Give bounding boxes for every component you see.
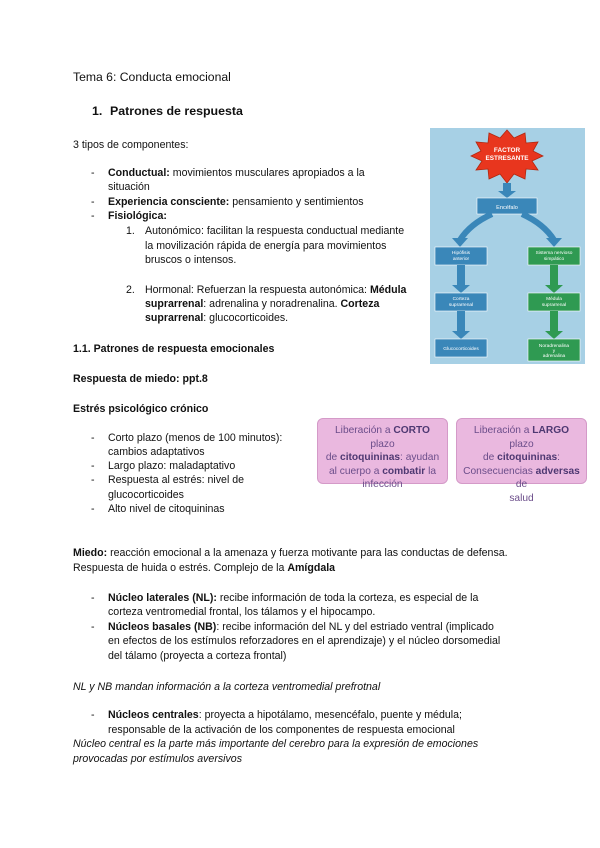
box-line: salud (509, 492, 534, 504)
box-text: de (515, 479, 528, 490)
left-box-label: Hipófisis (451, 251, 471, 256)
arrow-head (546, 238, 562, 247)
brain-label: Encéfalo (496, 205, 518, 211)
box-bold: adversas (535, 465, 580, 477)
note-nl-nb: NL y NB mandan información a la corteza ventromedial prefrotnal (73, 681, 381, 693)
box-line: infección (362, 479, 403, 490)
ordered-num: 2. (126, 284, 135, 296)
arrow-shaft (550, 311, 558, 333)
box-text: Liberación a (335, 425, 394, 436)
hormonal-bold: suprarrenal (145, 298, 204, 310)
arrow-head (452, 238, 468, 247)
arrow-head (545, 331, 563, 339)
box-text: al cuerpo a (328, 465, 383, 477)
arrow-head (452, 331, 470, 339)
hormonal-bold: suprarrenal (145, 312, 204, 324)
list-item (108, 591, 478, 606)
bullet-dash: - (91, 503, 95, 515)
bullet-dash: - (91, 709, 95, 721)
right-box-label: adrenalina (542, 354, 566, 359)
section-label: Patrones de respuesta (110, 104, 243, 118)
arrow-left-curve (460, 214, 492, 240)
short-term-cytokine-box (317, 418, 448, 490)
right-box-label: Sistema nervioso (535, 251, 573, 256)
hormonal-bold: Corteza (340, 298, 380, 310)
bullet-dash: - (91, 460, 95, 472)
list-item-cont: corteza ventromedial frontal, los tálamos y el hipocampo. (108, 606, 376, 618)
box-line (322, 451, 443, 465)
item-bold: Experiencia consciente: (108, 196, 230, 208)
fear-text: Respuesta de huida o estrés. Complejo de la (73, 562, 288, 574)
list-item: Alto nivel de citoquininas (108, 503, 225, 515)
item-text: : recibe información del NL y del estriado ventral (implicado (216, 621, 494, 633)
fear-definition-line-2 (73, 561, 335, 576)
section-heading-1 (92, 104, 243, 119)
autonomic-line-1: Autonómico: facilitan la respuesta conductual mediante (145, 225, 405, 237)
left-box-1 (435, 247, 487, 265)
right-box-label: simpático (543, 257, 565, 262)
item-bold: Fisiológica: (108, 210, 167, 222)
list-item-cont: glucocorticoides (108, 489, 184, 501)
item-bold: Conductual: (108, 167, 170, 179)
intro-text: 3 tipos de componentes: (73, 139, 189, 151)
bullet-dash: - (91, 474, 95, 486)
hormonal-line-1 (145, 283, 406, 298)
left-box-label: suprarrenal (448, 303, 474, 308)
stressor-label: ESTRESANTE (485, 155, 529, 162)
bullet-dash: - (91, 592, 95, 604)
bullet-dash: - (91, 621, 95, 633)
hormonal-text: : adrenalina y noradrenalina. (203, 298, 341, 310)
item-bold: Núcleo laterales (NL): (108, 592, 217, 604)
arrow-shaft (503, 183, 511, 192)
hormonal-bold: Médula (369, 284, 407, 296)
stress-response-diagram (430, 128, 585, 364)
autonomic-line-2: la movilización rápida de energía para movimientos (145, 240, 387, 252)
box-text: la (425, 465, 437, 477)
long-term-cytokine-box (456, 418, 587, 504)
list-item (108, 708, 462, 723)
fear-text: reacción emocional a la amenaza y fuerza motivante para las conductas de defensa. (107, 547, 508, 559)
diagram-svg (430, 128, 585, 364)
box-bold: citoquininas (497, 452, 558, 463)
hormonal-text: : glucocorticoides. (203, 312, 289, 324)
box-text: plazo (509, 438, 534, 450)
right-box-label: Médula (546, 297, 562, 302)
list-item-cont: responsable de la activación de los componentes de respuesta emocional (108, 724, 455, 736)
hormonal-line-2 (145, 297, 379, 312)
left-box-label: anterior (452, 257, 470, 262)
hormonal-text: Hormonal: Refuerzan la respuesta autonómica: (145, 284, 370, 296)
ordered-num: 1. (126, 225, 135, 237)
arrow-head (545, 285, 563, 293)
item-text: recibe información de toda la corteza, es especial de la (216, 592, 479, 604)
hormonal-line-3 (145, 311, 288, 326)
bullet-dash: - (91, 432, 95, 444)
list-item-cont: en efectos de los estímulos reforzadores en el aprendizaje) y el núcleo dorsomedial (108, 635, 501, 647)
list-item-cont: cambios adaptativos (108, 446, 205, 458)
page-title: Tema 6: Conducta emocional (73, 70, 231, 84)
box-text: Consecuencias (463, 465, 536, 477)
list-item (108, 209, 167, 224)
box-line (461, 465, 582, 492)
fear-bold: Miedo: (73, 547, 108, 559)
list-item: Corto plazo (menos de 100 minutos): (108, 432, 283, 444)
note-central-line-1: Núcleo central es la parte más importante del cerebro para la expresión de emociones (73, 738, 479, 750)
note-central-line-2: provocadas por estímulos aversivos (73, 753, 242, 765)
left-box-label: Glucocorticoides (443, 347, 479, 352)
item-bold: Núcleos centrales (108, 709, 199, 721)
subsection-heading: 1.1. Patrones de respuesta emocionales (73, 343, 275, 355)
right-box-2 (528, 293, 580, 311)
box-line (322, 465, 443, 479)
list-item-cont: del tálamo (proyecta a corteza frontal) (108, 650, 287, 662)
section-number: 1. (92, 104, 103, 118)
item-text-cont: situación (108, 181, 150, 193)
arrow-shaft (550, 265, 558, 287)
right-box-label: suprarrenal (541, 303, 567, 308)
box-text: de (325, 452, 341, 463)
item-text: pensamiento y sentimientos (229, 196, 364, 208)
arrow-right-curve (522, 214, 554, 240)
box-line (461, 424, 582, 451)
left-box-2 (435, 293, 487, 311)
fear-definition-line-1 (73, 546, 508, 561)
arrow-shaft (457, 265, 465, 287)
right-box-label: Noradrenalina (538, 344, 570, 349)
item-text: : proyecta a hipotálamo, mesencéfalo, puente y médula; (198, 709, 462, 721)
list-item (108, 166, 365, 181)
box-text: de (482, 452, 498, 463)
bullet-dash: - (91, 167, 95, 179)
box-text: : ayudan (400, 452, 440, 463)
stressor-label: FACTOR (493, 147, 521, 154)
arrow-head (452, 285, 470, 293)
box-bold: citoquininas (340, 452, 401, 463)
list-item (108, 620, 494, 635)
list-item: Respuesta al estrés: nivel de (108, 474, 245, 486)
bullet-dash: - (91, 210, 95, 222)
chronic-stress-heading: Estrés psicológico crónico (73, 403, 209, 415)
right-box-label: y (552, 349, 556, 354)
list-item (108, 195, 364, 210)
list-item: Largo plazo: maladaptativo (108, 460, 236, 472)
box-text: Liberación a (473, 425, 533, 436)
box-line (322, 424, 443, 451)
item-text: movimientos musculares apropiados a la (169, 167, 365, 179)
arrow-shaft (457, 311, 465, 333)
arrow-head (498, 191, 516, 198)
bullet-dash: - (91, 196, 95, 208)
item-bold: Núcleos basales (NB) (108, 621, 217, 633)
box-text: plazo (370, 438, 395, 450)
right-box-1 (528, 247, 580, 265)
box-line (461, 451, 582, 465)
autonomic-line-3: bruscos o intensos. (145, 254, 237, 266)
fear-response-heading: Respuesta de miedo: ppt.8 (73, 373, 208, 385)
box-text: : (557, 452, 560, 463)
box-bold: LARGO (532, 425, 570, 436)
left-box-label: Corteza (452, 297, 470, 302)
amygdala-bold: Amígdala (287, 562, 336, 574)
box-bold: combatir (382, 465, 426, 477)
box-bold: CORTO (393, 425, 430, 436)
